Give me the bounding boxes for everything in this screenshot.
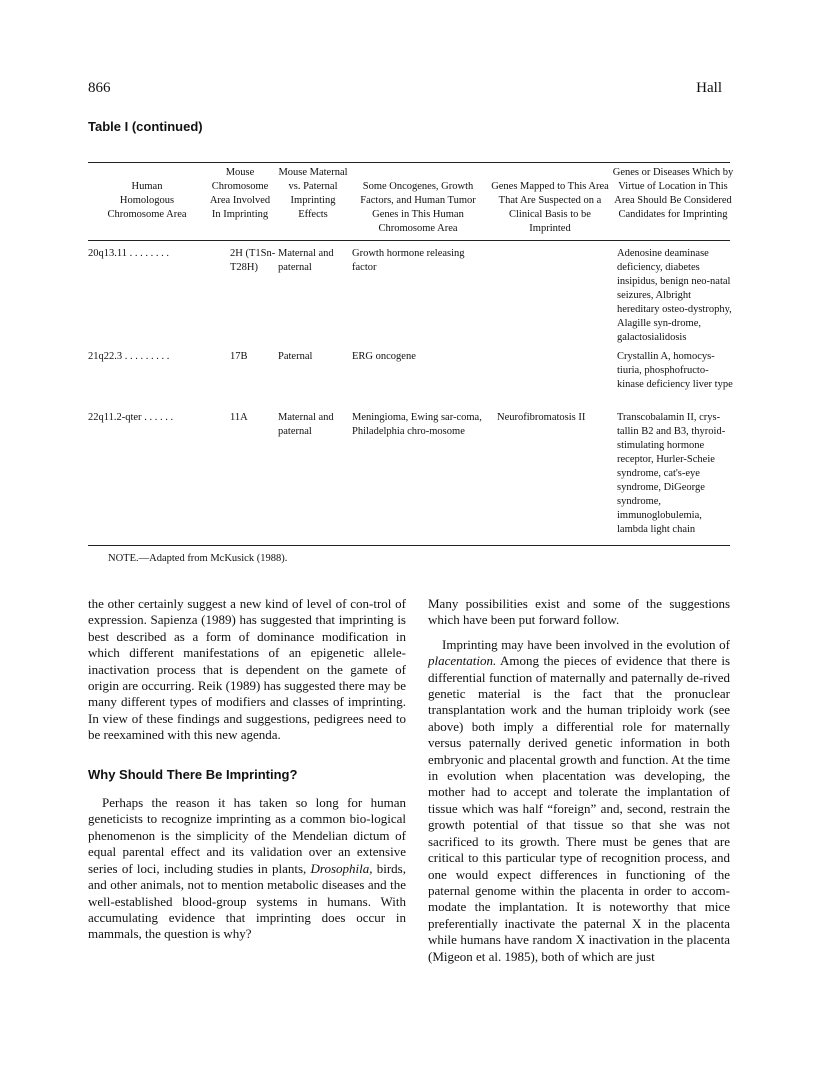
- paragraph: the other certainly suggest a new kind of level of con-trol of expression. Sapienza (1989) has suggested that imprinting is best described as a form of dominance modification in which different manifestations of an epigenetic allele-inactivation process that is dependent on the gamete of origin are occurring. Reik (1989) has suggested there may be many different types of modifiers and classes of imprinting. In view of these findings and suggestions, pedigrees need to be reexamined with this new agenda.: [88, 596, 406, 743]
- table-header-rule: [88, 240, 730, 241]
- left-column: [88, 596, 406, 943]
- italic-term: placentation.: [428, 653, 497, 669]
- cell-effects: Paternal: [278, 351, 313, 362]
- column-header-suspected: Genes Mapped to This Area That Are Suspected on a Clinical Basis to be Imprinted: [491, 181, 609, 234]
- paragraph-text: Imprinting may have been involved in the evolution of: [442, 636, 730, 652]
- table-title: Table I (continued): [88, 119, 203, 134]
- column-header-candidates: Genes or Diseases Which by Virtue of Location in This Area Should Be Considered Candidates for Imprinting: [612, 167, 734, 220]
- column-header-oncogenes: Some Oncogenes, Growth Factors, and Human Tumor Genes in This Human Chromosome Area: [360, 181, 476, 234]
- running-head: Hall: [696, 80, 722, 96]
- right-column: [428, 596, 730, 965]
- cell-candidates: Transcobalamin II, crys-tallin B2 and B3, thyroid-stimulating hormone receptor, Hurler-Scheie syndrome, cat's-eye syndrome, DiGeorge syndrome, immunoglobulemia, lambda light chain: [617, 412, 726, 535]
- dot-leader: . . . . . . . . .: [122, 351, 170, 362]
- cell-oncogenes: ERG oncogene: [352, 351, 416, 362]
- table-top-rule: [88, 162, 730, 163]
- column-header-human-area: Human Homologous Chromosome Area: [107, 181, 187, 220]
- cell-mouse-area: 11A: [230, 412, 248, 423]
- paragraph-text: Among the pieces of evidence that there is differential function of maternally and paternally de-rived genetic material is the fact that the pronuclear transplantation work and the human triploidy work (see above) both imply a differential role for maternally versus paternally derived genetic information in both embryonic and placental growth and function. At the time in evolution when placentation was developing, the mother had to accept and tolerate the implantation of tissue which was half “foreign” and, second, restrain the growth potential of that tissue so that she was not sacrificed to its growth. There must be genes that are critical to this particular type of recognition process, and one would expect differences in functioning of the paternal genome within the placenta in order to accom-modate the implantation. It is noteworthy that mice preferentially inactivate the paternal X in the placenta while humans have random X inactivation in the placenta (Migeon et al. 1985), both of which are just: [428, 653, 730, 964]
- cell-candidates: Crystallin A, homocys-tiuria, phosphofructo-kinase deficiency liver type: [617, 351, 733, 390]
- cell-human-area: 21q22.3: [88, 351, 123, 362]
- paragraph-text: birds, and other animals, not to mention metabolic diseases and the well-established blood-group systems in humans. With accumulating evidence that imprinting does occur in mammals, the question is why?: [88, 860, 406, 942]
- cell-human-area: 22q11.2-qter: [88, 412, 142, 423]
- table-bottom-rule: [88, 545, 730, 546]
- cell-oncogenes: Meningioma, Ewing sar-coma, Philadelphia chro-mosome: [352, 412, 482, 437]
- dot-leader: . . . . . . . .: [127, 248, 169, 259]
- table-note: NOTE.—Adapted from McKusick (1988).: [108, 553, 288, 564]
- cell-mouse-area: 2H (T1Sn-T28H): [230, 248, 276, 273]
- cell-candidates: Adenosine deaminase deficiency, diabetes insipidus, benign neo-natal seizures, Albright hereditary osteo-dystrophy, Alagille syn-drome, galactosialidosis: [617, 248, 732, 343]
- cell-effects: Maternal and paternal: [278, 248, 334, 273]
- italic-term: Drosophila,: [310, 860, 373, 876]
- paragraph: Many possibilities exist and some of the suggestions which have been put forward follow.: [428, 596, 730, 628]
- cell-human-area: 20q13.11: [88, 248, 127, 259]
- paragraph: [428, 637, 730, 965]
- page-number: 866: [88, 80, 111, 96]
- dot-leader: . . . . . .: [141, 412, 174, 423]
- cell-mouse-area: 17B: [230, 351, 248, 362]
- cell-suspected: Neurofibromatosis II: [497, 412, 586, 423]
- section-heading: Why Should There Be Imprinting?: [88, 766, 298, 782]
- column-header-effects: Mouse Maternal vs. Paternal Imprinting Effects: [278, 167, 348, 220]
- paragraph: [88, 795, 406, 943]
- paragraph-text: Perhaps the reason it has taken so long for human geneticists to recognize imprinting as a common bio-logical phenomenon is the simplicity of the Mendelian dictum of equal parental effect and its validation over an extensive series of loci, including studies in plants,: [88, 795, 406, 876]
- cell-effects: Maternal and paternal: [278, 412, 334, 437]
- column-header-mouse-area: Mouse Chromosome Area Involved In Imprinting: [209, 167, 271, 220]
- cell-oncogenes: Growth hormone releasing factor: [352, 248, 465, 273]
